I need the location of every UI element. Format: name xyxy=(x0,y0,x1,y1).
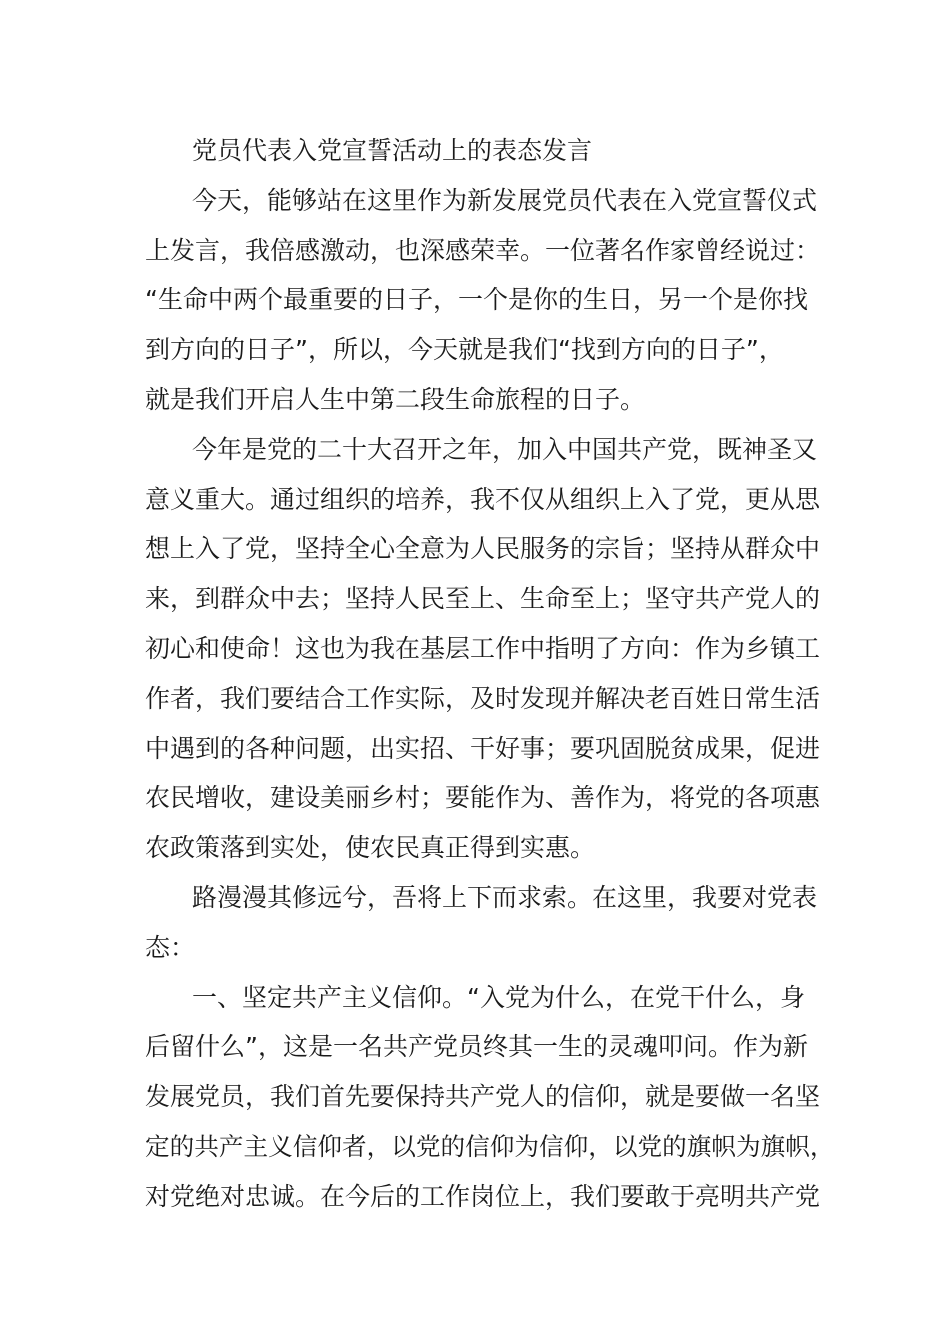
paragraph-line: 想上入了党，坚持全心全意为人民服务的宗旨；坚持从群众中 xyxy=(145,534,821,564)
paragraph-line: 今天，能够站在这里作为新发展党员代表在入党宣誓仪式 xyxy=(192,185,818,215)
paragraph-line: 农政策落到实处，使农民真正得到实惠。 xyxy=(145,833,596,863)
paragraph-line: 中遇到的各种问题，出实招、干好事；要巩固脱贫成果，促进 xyxy=(145,733,821,763)
paragraph-line: 后留什么”，这是一名共产党员终其一生的灵魂叩问。作为新 xyxy=(145,1032,808,1062)
paragraph-line: 定的共产主义信仰者，以党的信仰为信仰，以党的旗帜为旗帜， xyxy=(145,1131,835,1161)
paragraph-line: 意义重大。通过组织的培养，我不仅从组织上入了党，更从思 xyxy=(145,484,821,514)
paragraph-line: 上发言，我倍感激动，也深感荣幸。一位著名作家曾经说过： xyxy=(145,235,821,265)
document-body xyxy=(145,126,835,1222)
paragraph-line: 作者，我们要结合工作实际，及时发现并解决老百姓日常生活 xyxy=(145,683,821,713)
paragraph-line: 发展党员，我们首先要保持共产党人的信仰，就是要做一名坚 xyxy=(145,1082,821,1112)
paragraph-line: 一、坚定共产主义信仰。“入党为什么，在党干什么，身 xyxy=(192,982,805,1012)
paragraph-line: 态： xyxy=(145,932,196,962)
paragraph-line: 初心和使命！这也为我在基层工作中指明了方向：作为乡镇工 xyxy=(145,633,821,663)
paragraph-line: 路漫漫其修远兮，吾将上下而求索。在这里，我要对党表 xyxy=(192,882,818,912)
paragraph-line: 农民增收，建设美丽乡村；要能作为、善作为，将党的各项惠 xyxy=(145,783,821,813)
paragraph-line: “生命中两个最重要的日子，一个是你的生日，另一个是你找 xyxy=(145,285,808,315)
paragraph-line: 就是我们开启人生中第二段生命旅程的日子。 xyxy=(145,384,646,414)
paragraph-line: 到方向的日子”，所以，今天就是我们“找到方向的日子”， xyxy=(145,335,784,365)
document-title: 党员代表入党宣誓活动上的表态发言 xyxy=(192,136,593,165)
paragraph-line: 对党绝对忠诚。在今后的工作岗位上，我们要敢于亮明共产党 xyxy=(145,1181,821,1211)
paragraph-line: 今年是党的二十大召开之年，加入中国共产党，既神圣又 xyxy=(192,434,818,464)
paragraph-line: 来，到群众中去；坚持人民至上、生命至上；坚守共产党人的 xyxy=(145,584,821,614)
